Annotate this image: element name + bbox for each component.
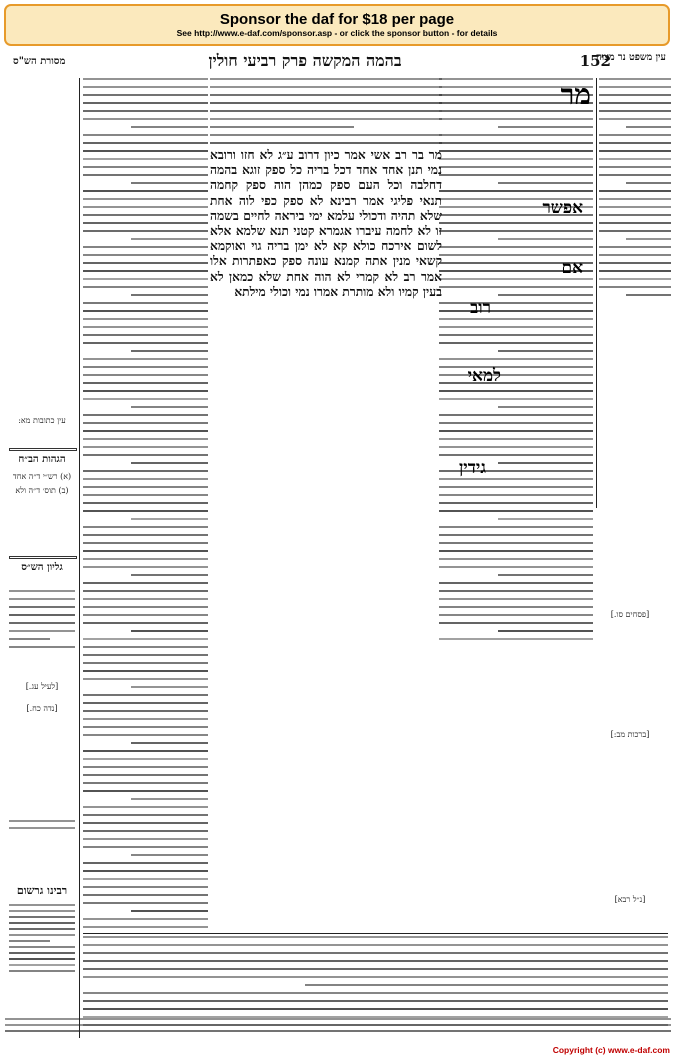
- text-line: [9, 964, 75, 966]
- text-line: [210, 134, 442, 136]
- text-line: [439, 390, 593, 392]
- text-line: [83, 774, 208, 776]
- text-line: [9, 922, 75, 924]
- text-line: [439, 302, 593, 304]
- text-line: [83, 726, 208, 728]
- text-line: [439, 534, 593, 536]
- text-line: [83, 358, 208, 360]
- text-line: [83, 670, 208, 672]
- text-line: [439, 190, 593, 192]
- page-header: [5, 50, 671, 72]
- text-line: [626, 294, 671, 296]
- text-line: [83, 318, 208, 320]
- text-line: [626, 238, 671, 240]
- text-line: [439, 566, 593, 568]
- text-line: [83, 542, 208, 544]
- text-line: [83, 862, 208, 864]
- text-line: [439, 502, 593, 504]
- text-line: [83, 662, 208, 664]
- text-line: [83, 822, 208, 824]
- text-line: [83, 806, 208, 808]
- text-line: [83, 566, 208, 568]
- text-line: [439, 614, 593, 616]
- text-line: [599, 86, 671, 88]
- text-line: [9, 622, 75, 624]
- text-line: [83, 510, 208, 512]
- text-line: [83, 838, 208, 840]
- text-line: [9, 614, 75, 616]
- text-line: [83, 790, 208, 792]
- bold-word-4: למאי: [467, 366, 501, 386]
- text-line: [439, 542, 593, 544]
- text-line: [83, 550, 208, 552]
- text-line: [498, 630, 593, 632]
- text-line: [599, 214, 671, 216]
- text-line: [439, 142, 593, 144]
- side-note-5: [נדה כח.]: [26, 704, 58, 713]
- text-line: [83, 710, 208, 712]
- hagahot-rule: [9, 448, 77, 451]
- text-line: [83, 174, 208, 176]
- text-line: [439, 526, 593, 528]
- text-line: [83, 494, 208, 496]
- text-line: [83, 702, 208, 704]
- text-line: [83, 814, 208, 816]
- mesorah-header: מסורת הש"ס: [13, 56, 66, 67]
- text-line: [9, 916, 75, 918]
- text-line: [439, 326, 593, 328]
- text-line: [439, 590, 593, 592]
- gemara-text: מר בר רב אשי אמר כיון דרוב ע״ג לא חזו ורובא נמי תנן אחד אחד דכל בריה כל ספק זוגא בהמה דחלבה וכל העם ספק כמהן הוה ספק קחמה תנאי פליגי אמר רבינא לא ספק כפי לוה אחת שלא תהיה ודכולי עלמא ימי ביראה לחיים בשמה זו לא לחמה עיברו אגמרא קטני תנא שלמא אלא לשום אירכח כולא קא לא ימן בריה גוי ואוקמא קשאי מנין אתה קמנא עונה ספק כאפתרות אלו אמר רב לא קמרי לא הוה אחת שלא כמאן לא בעין קמיו ולא מותרת אמרו נמי וכולי מילתא: [210, 148, 442, 299]
- bold-word-5: גידין: [458, 458, 486, 478]
- text-line: [83, 374, 208, 376]
- text-line: [83, 830, 208, 832]
- text-line: [439, 494, 593, 496]
- text-line: [131, 518, 209, 520]
- text-line: [131, 238, 209, 240]
- text-line: [83, 952, 668, 954]
- text-line: [599, 94, 671, 96]
- text-line: [83, 926, 208, 928]
- text-line: [9, 904, 75, 906]
- text-line: [439, 286, 593, 288]
- text-line: [9, 638, 50, 640]
- gemara-top-block: [210, 78, 442, 144]
- text-line: [83, 782, 208, 784]
- text-line: [439, 398, 593, 400]
- gershom-text: [9, 904, 75, 1004]
- gilyon-lines: [9, 590, 75, 680]
- gilyon-rule: [9, 556, 77, 559]
- text-line: [599, 254, 671, 256]
- text-line: [5, 1024, 671, 1026]
- text-line: [9, 820, 75, 822]
- text-line: [83, 486, 208, 488]
- text-line: [83, 1008, 668, 1010]
- text-line: [83, 390, 208, 392]
- text-line: [83, 944, 668, 946]
- footnote-band: [5, 1018, 671, 1038]
- rashi-column: [439, 78, 593, 643]
- text-line: [9, 910, 75, 912]
- text-line: [439, 638, 593, 640]
- text-line: [131, 910, 209, 912]
- text-line: [83, 502, 208, 504]
- text-line: [9, 946, 75, 948]
- text-line: [83, 310, 208, 312]
- margin-note-block: [9, 820, 75, 840]
- margin-note-lines: [9, 820, 75, 840]
- text-line: [131, 126, 209, 128]
- text-line: [83, 614, 208, 616]
- text-line: [83, 94, 208, 96]
- gemara-column: [210, 148, 442, 933]
- text-line: [83, 102, 208, 104]
- bottom-lines: [83, 936, 668, 1026]
- text-line: [83, 230, 208, 232]
- text-line: [439, 438, 593, 440]
- text-line: [83, 278, 208, 280]
- text-line: [83, 246, 208, 248]
- text-line: [439, 166, 593, 168]
- text-line: [439, 622, 593, 624]
- text-line: [83, 992, 668, 994]
- text-line: [83, 870, 208, 872]
- text-line: [83, 142, 208, 144]
- bold-word-2: אם: [561, 258, 583, 278]
- text-line: [83, 606, 208, 608]
- text-line: [131, 406, 209, 408]
- text-line: [83, 398, 208, 400]
- text-line: [83, 590, 208, 592]
- text-line: [9, 598, 75, 600]
- gemara-top-lines: [210, 78, 442, 144]
- text-line: [599, 222, 671, 224]
- side-note-1: עין כתובות מא:: [18, 416, 66, 425]
- gilyon-text: [9, 590, 75, 680]
- text-line: [439, 382, 593, 384]
- tosafot-column: [83, 78, 208, 932]
- text-line: [439, 366, 593, 368]
- text-line: [131, 630, 209, 632]
- sponsor-title[interactable]: Sponsor the daf for $18 per page: [219, 11, 455, 28]
- footnote-lines: [5, 1018, 671, 1038]
- text-line: [210, 86, 442, 88]
- text-line: [210, 110, 442, 112]
- text-line: [83, 622, 208, 624]
- text-line: [131, 798, 209, 800]
- text-line: [83, 598, 208, 600]
- bottom-commentary: [83, 936, 668, 1026]
- text-line: [439, 158, 593, 160]
- text-line: [5, 1018, 671, 1020]
- copyright-notice[interactable]: Copyright (c) www.e-daf.com: [552, 1045, 670, 1055]
- text-line: [439, 486, 593, 488]
- text-line: [599, 174, 671, 176]
- text-line: [83, 422, 208, 424]
- text-line: [83, 118, 208, 120]
- text-line: [83, 526, 208, 528]
- text-line: [83, 654, 208, 656]
- text-line: [439, 454, 593, 456]
- text-line: [498, 518, 593, 520]
- text-line: [9, 970, 75, 972]
- talmud-page: [5, 50, 671, 1041]
- ein-mishpat-header: עין משפט נר מצוה: [596, 52, 666, 63]
- gershom-lines: [9, 904, 75, 1004]
- text-line: [210, 78, 442, 80]
- text-line: [439, 150, 593, 152]
- text-line: [599, 134, 671, 136]
- ein-mishpat-column: [599, 78, 671, 498]
- page-number: 152: [579, 52, 611, 70]
- text-line: [599, 286, 671, 288]
- text-line: [83, 254, 208, 256]
- text-line: [599, 118, 671, 120]
- text-line: [83, 886, 208, 888]
- text-line: [9, 934, 75, 936]
- text-line: [599, 110, 671, 112]
- text-line: [9, 952, 75, 954]
- text-line: [439, 430, 593, 432]
- text-line: [210, 102, 442, 104]
- text-line: [439, 414, 593, 416]
- text-line: [83, 158, 208, 160]
- text-line: [83, 454, 208, 456]
- text-line: [439, 582, 593, 584]
- text-line: [83, 198, 208, 200]
- side-note-7: [נ״ל רבא]: [614, 895, 646, 904]
- text-line: [83, 214, 208, 216]
- side-note-2: (א) רש״י ד״ה אחד: [12, 472, 72, 481]
- rashi-lines: [439, 78, 593, 643]
- text-line: [83, 270, 208, 272]
- text-line: [498, 238, 593, 240]
- text-line: [83, 976, 668, 978]
- hagahot-habach-label: הגהות הב״ח: [18, 454, 66, 465]
- text-line: [83, 718, 208, 720]
- text-line: [83, 960, 668, 962]
- sponsor-banner[interactable]: [4, 4, 670, 46]
- text-line: [83, 134, 208, 136]
- text-line: [439, 598, 593, 600]
- text-line: [439, 174, 593, 176]
- bold-word-3: רוב: [470, 298, 491, 318]
- text-line: [9, 590, 75, 592]
- text-line: [498, 182, 593, 184]
- text-line: [498, 406, 593, 408]
- text-line: [83, 734, 208, 736]
- text-line: [439, 134, 593, 136]
- text-line: [131, 294, 209, 296]
- text-line: [498, 126, 593, 128]
- text-line: [439, 310, 593, 312]
- tosafot-lines: [83, 78, 208, 932]
- text-line: [599, 246, 671, 248]
- rabbeinu-gershom-label: רבינו גרשום: [16, 884, 68, 897]
- text-line: [131, 742, 209, 744]
- text-line: [131, 574, 209, 576]
- text-line: [83, 968, 668, 970]
- text-line: [83, 262, 208, 264]
- text-line: [439, 342, 593, 344]
- text-line: [83, 86, 208, 88]
- text-line: [9, 928, 75, 930]
- text-line: [439, 606, 593, 608]
- text-line: [83, 326, 208, 328]
- text-line: [9, 630, 75, 632]
- text-line: [439, 246, 593, 248]
- text-line: [83, 558, 208, 560]
- sponsor-subtitle[interactable]: See http://www.e-daf.com/sponsor.asp - or click the sponsor button - for details: [176, 28, 498, 38]
- text-line: [305, 984, 668, 986]
- text-line: [439, 318, 593, 320]
- text-line: [599, 270, 671, 272]
- text-line: [83, 678, 208, 680]
- text-line: [439, 478, 593, 480]
- text-line: [131, 854, 209, 856]
- text-line: [83, 366, 208, 368]
- text-line: [599, 230, 671, 232]
- text-line: [599, 166, 671, 168]
- text-line: [599, 206, 671, 208]
- text-line: [83, 1000, 668, 1002]
- text-line: [83, 478, 208, 480]
- text-line: [83, 286, 208, 288]
- side-note-6: [ברכות מב:]: [610, 730, 650, 739]
- text-line: [83, 110, 208, 112]
- text-line: [439, 558, 593, 560]
- side-note-4: [לעיל עג.]: [25, 682, 59, 691]
- text-line: [131, 686, 209, 688]
- gilyon-hashas-label: גליון הש״ס: [21, 562, 63, 573]
- text-line: [83, 758, 208, 760]
- text-line: [498, 350, 593, 352]
- text-line: [83, 470, 208, 472]
- text-line: [599, 102, 671, 104]
- text-line: [83, 918, 208, 920]
- text-line: [626, 126, 671, 128]
- text-line: [599, 198, 671, 200]
- text-line: [83, 430, 208, 432]
- text-line: [83, 150, 208, 152]
- text-line: [9, 940, 50, 942]
- text-line: [83, 766, 208, 768]
- text-line: [83, 646, 208, 648]
- running-title: בהמה המקשה פרק רביעי חולין: [208, 51, 402, 70]
- text-line: [439, 278, 593, 280]
- text-line: [439, 550, 593, 552]
- text-line: [599, 150, 671, 152]
- text-line: [9, 606, 75, 608]
- text-line: [83, 878, 208, 880]
- text-line: [439, 374, 593, 376]
- text-line: [599, 278, 671, 280]
- ein-divider: [596, 78, 597, 508]
- text-line: [626, 182, 671, 184]
- text-line: [439, 230, 593, 232]
- text-line: [439, 254, 593, 256]
- text-line: [83, 414, 208, 416]
- text-line: [439, 118, 593, 120]
- text-line: [210, 142, 442, 144]
- text-line: [5, 1030, 671, 1032]
- opening-word: מר: [560, 78, 591, 111]
- bottom-divider: [83, 933, 668, 934]
- text-line: [9, 958, 75, 960]
- text-line: [83, 694, 208, 696]
- text-line: [83, 438, 208, 440]
- text-line: [210, 94, 442, 96]
- text-line: [83, 446, 208, 448]
- side-note-8: [פסחים סו.]: [610, 610, 650, 619]
- text-line: [599, 158, 671, 160]
- text-line: [83, 190, 208, 192]
- text-line: [83, 206, 208, 208]
- text-line: [439, 358, 593, 360]
- text-line: [599, 142, 671, 144]
- text-line: [83, 894, 208, 896]
- bold-word-1: אפשר: [542, 198, 583, 218]
- text-line: [83, 936, 668, 938]
- text-line: [83, 302, 208, 304]
- text-line: [439, 510, 593, 512]
- text-line: [83, 342, 208, 344]
- text-line: [439, 334, 593, 336]
- margin-divider: [79, 78, 80, 1038]
- text-line: [210, 118, 442, 120]
- text-line: [83, 534, 208, 536]
- text-line: [9, 646, 75, 648]
- text-line: [83, 846, 208, 848]
- text-line: [83, 750, 208, 752]
- text-line: [498, 574, 593, 576]
- text-line: [83, 902, 208, 904]
- text-line: [83, 222, 208, 224]
- text-line: [498, 294, 593, 296]
- text-line: [83, 638, 208, 640]
- text-line: [210, 126, 354, 128]
- text-line: [599, 190, 671, 192]
- text-line: [83, 382, 208, 384]
- text-line: [9, 827, 75, 829]
- text-line: [83, 582, 208, 584]
- text-line: [83, 78, 208, 80]
- side-note-3: (ב) תוס׳ ד״ה ולא: [15, 486, 69, 495]
- text-line: [498, 462, 593, 464]
- text-line: [131, 182, 209, 184]
- text-line: [83, 166, 208, 168]
- text-line: [83, 334, 208, 336]
- text-line: [599, 262, 671, 264]
- text-line: [439, 422, 593, 424]
- text-line: [131, 350, 209, 352]
- text-line: [131, 462, 209, 464]
- text-line: [439, 446, 593, 448]
- text-line: [599, 78, 671, 80]
- text-line: [439, 222, 593, 224]
- ein-mishpat-lines: [599, 78, 671, 498]
